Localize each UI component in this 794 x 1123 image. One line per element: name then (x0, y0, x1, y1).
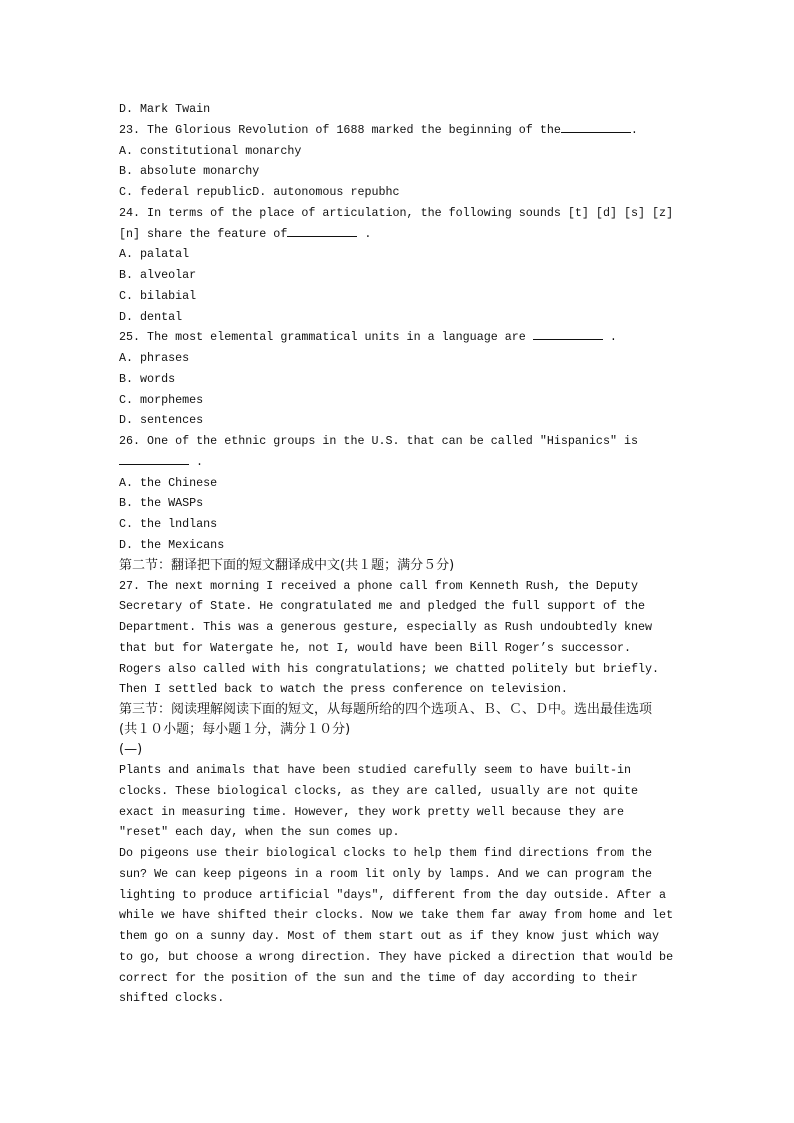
line-text: that but for Watergate he, not I, would have been Bill Roger’s successor. (119, 640, 631, 655)
section-heading (119, 700, 679, 720)
line-text: B. absolute monarchy (119, 164, 260, 179)
text-line (119, 120, 679, 141)
line-text: 27. The next morning I received a phone call from Kenneth Rush, the Deputy (119, 578, 639, 593)
line-text: D. dental (119, 309, 183, 324)
line-text: 26. One of the ethnic groups in the U.S. that can be called ″Hispanics″ is (119, 434, 639, 448)
answer-blank (533, 327, 603, 340)
text-line (119, 679, 679, 700)
line-text: Rogers also called with his congratulations; we chatted politely but briefly. (119, 661, 660, 676)
line-text: Department. This was a generous gesture, especially as Rush undoubtedly knew (119, 620, 653, 634)
line-text: ″reset″ each day, when the sun comes up. (119, 825, 400, 840)
text-line (119, 659, 679, 680)
line-text: (—) (119, 742, 143, 757)
line-text: A. constitutional monarchy (119, 143, 302, 158)
text-line (119, 864, 679, 885)
text-line (119, 638, 679, 659)
text-line (119, 617, 679, 638)
text-line (119, 410, 679, 431)
line-punctuation: . (602, 330, 617, 345)
answer-blank (561, 120, 631, 133)
line-text: Then I settled back to watch the press conference on television. (119, 682, 568, 697)
text-line (119, 99, 679, 120)
section-heading (119, 720, 679, 740)
line-text: A. palatal (119, 247, 190, 262)
answer-blank (287, 224, 357, 237)
line-text: A. the Chinese (119, 475, 218, 490)
line-text: C. morphemes (119, 392, 204, 407)
section-heading (119, 556, 679, 576)
text-line (119, 473, 679, 494)
text-line (119, 514, 679, 535)
text-line (119, 390, 679, 411)
line-punctuation: . (357, 226, 372, 241)
text-line (119, 760, 679, 781)
text-line (119, 988, 679, 1009)
text-line (119, 224, 679, 245)
line-text: B. alveolar (119, 268, 197, 282)
answer-blank (119, 452, 189, 465)
text-line (119, 822, 679, 843)
line-text: C. the lndlans (119, 517, 218, 531)
text-line (119, 286, 679, 307)
line-text: B. the WASPs (119, 496, 204, 511)
line-text: clocks. These biological clocks, as they are called, usually are not quite (119, 783, 639, 798)
text-line (119, 905, 679, 926)
line-text: (共１０小题；每小题１分，满分１０分) (119, 722, 351, 737)
text-line (119, 327, 679, 348)
text-line (119, 348, 679, 369)
line-text: B. words (119, 371, 176, 386)
text-line (119, 576, 679, 597)
text-line (119, 926, 679, 947)
line-text: 24. In terms of the place of articulation, the following sounds [t] [d] [s] [z] (119, 205, 674, 220)
line-text: D. sentences (119, 413, 204, 428)
text-line (119, 535, 679, 556)
text-line (119, 307, 679, 328)
text-line (119, 968, 679, 989)
line-text: [n] share the feature of (119, 226, 288, 241)
line-text: lighting to produce artificial ″days″, different from the day outside. After a (119, 887, 667, 902)
line-text: them go on a sunny day. Most of them start out as if they know just which way (119, 929, 660, 943)
text-line (119, 452, 679, 473)
text-line (119, 141, 679, 162)
line-text: exact in measuring time. However, they work pretty well because they are (119, 804, 624, 819)
line-text: A. phrases (119, 351, 190, 365)
line-text: Secretary of State. He congratulated me and pledged the full support of the (119, 599, 646, 614)
line-text: sun? We can keep pigeons in a room lit only by lamps. And we can program the (119, 866, 653, 881)
section-heading (119, 740, 679, 760)
text-line (119, 843, 679, 864)
line-text: 23. The Glorious Revolution of 1688 marked the beginning of the (119, 122, 561, 137)
text-line (119, 802, 679, 823)
text-line (119, 781, 679, 802)
line-text: while we have shifted their clocks. Now we take them far away from home and let (119, 908, 674, 923)
text-line (119, 596, 679, 617)
line-text: C. federal republicD. autonomous repubhc (119, 185, 400, 199)
line-text: shifted clocks. (119, 991, 225, 1006)
line-punctuation: . (189, 454, 204, 469)
text-line (119, 244, 679, 265)
line-text: D. Mark Twain (119, 102, 211, 116)
line-text: D. the Mexicans (119, 537, 225, 552)
text-line (119, 182, 679, 203)
text-line (119, 947, 679, 968)
text-line (119, 493, 679, 514)
line-text: 25. The most elemental grammatical units in a language are (119, 330, 533, 345)
line-text: Plants and animals that have been studied carefully seem to have built-in (119, 763, 631, 777)
document-page (119, 99, 679, 1009)
text-line (119, 265, 679, 286)
line-text: to go, but choose a wrong direction. They have picked a direction that would be (119, 949, 674, 964)
line-text: 第三节：阅读理解阅读下面的短文，从每题所给的四个选项Ａ、Ｂ、Ｃ、Ｄ中。选出最佳选项 (119, 702, 653, 717)
line-punctuation: . (630, 122, 638, 137)
text-line (119, 161, 679, 182)
text-line (119, 369, 679, 390)
line-text: correct for the position of the sun and the time of day according to their (119, 970, 639, 985)
text-line (119, 885, 679, 906)
text-line (119, 203, 679, 224)
text-line (119, 431, 679, 452)
line-text: Do pigeons use their biological clocks to help them find directions from the (119, 846, 653, 860)
line-text: 第二节：翻译把下面的短文翻译成中文(共１题；满分５分) (119, 557, 455, 573)
line-text: C. bilabial (119, 288, 197, 303)
